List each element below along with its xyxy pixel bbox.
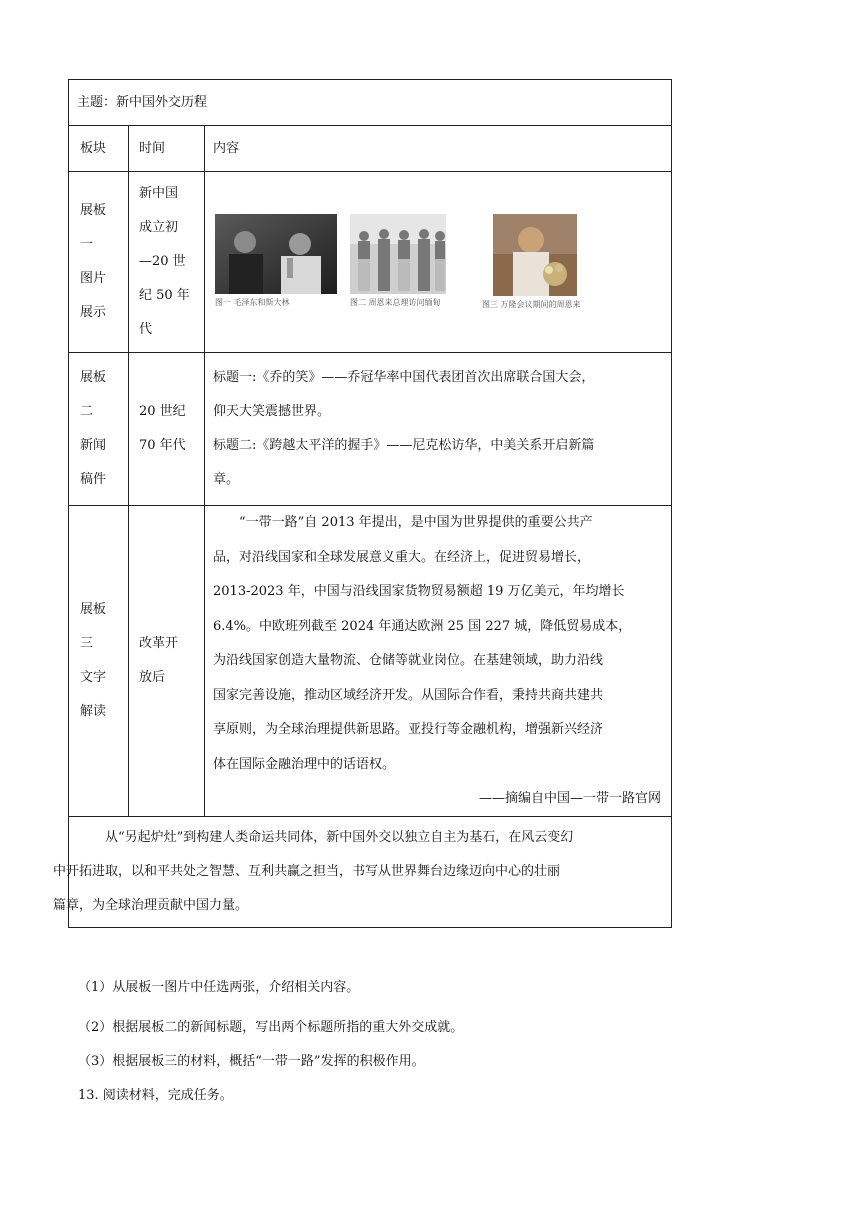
- news-line: 章。: [213, 472, 240, 487]
- question-1: （1）从展板一图片中任选两张，介绍相关内容。: [78, 980, 360, 995]
- photo-mao-stalin-icon: [215, 214, 337, 294]
- photo-zhou-bandung-icon: [493, 214, 577, 296]
- news-line: 标题一:《乔的笑》——乔冠华率中国代表团首次出席联合国大会，: [213, 370, 595, 385]
- header-content: 内容: [205, 126, 672, 172]
- photo-zhou-burma-icon: [350, 214, 446, 294]
- photo-2-caption: 图二 周恩来总理访问缅甸: [350, 298, 441, 307]
- photo-3-caption: 图三 万隆会议期间的周恩来: [482, 300, 581, 309]
- header-board: 板块: [69, 126, 129, 172]
- question-13: 13. 阅读材料，完成任务。: [78, 1088, 233, 1103]
- board1-time: 新中国 成立初 —20 世 纪 50 年 代: [129, 172, 205, 353]
- board2-label: 展板 二 新闻 稿件: [69, 353, 129, 506]
- table-title-cell: [69, 80, 672, 126]
- summary-cell: [53, 817, 672, 928]
- news-line: 标题二:《跨越太平洋的握手》——尼克松访华，中美关系开启新篇: [213, 438, 595, 453]
- photo-2: [350, 214, 472, 308]
- table-title: 主题：新中国外交历程: [77, 94, 208, 110]
- question-2: （2）根据展板二的新闻标题，写出两个标题所指的重大外交成就。: [78, 1020, 464, 1035]
- photo-1-caption: 图一 毛泽东和斯大林: [215, 298, 290, 307]
- photo-1: [215, 214, 348, 308]
- board3-time: 改革开 放后: [129, 506, 205, 817]
- news-line: 仰天大笑震撼世界。: [213, 404, 331, 419]
- photo-3: [482, 214, 612, 310]
- board1-content: [205, 172, 672, 353]
- history-table: [53, 79, 672, 928]
- board3-text: “一带一路”自 2013 年提出，是中国为世界提供的重要公共产 品，对沿线国家和全球发展意义重大。在经济上，促进贸易增长， 2013-2023 年，中国与沿线国家货物贸易额超 19 万亿美元，年均增长 6.4%。中欧班列截至 2024 年通达欧洲 25 国 227 城，降低贸易成本， 为沿线国家创造大量物流、仓储等就业岗位。在基建领域，助力沿线 国家完善设施，推动区域经济开发。从国际合作看，秉持共商共建共 享原则，为全球治理提供新思路。亚投行等金融机构，增强新兴经济 体在国际金融治理中的话语权。: [213, 515, 632, 772]
- summary-text: 从“另起炉灶”到构建人类命运共同体，新中国外交以独立自主为基石，在风云变幻 中开拓进取，以和平共处之智慧、互利共赢之担当，书写从世界舞台边缘迈向中心的壮丽 篇章，为全球治理贡献中国力量。: [53, 830, 574, 913]
- header-time: 时间: [129, 126, 205, 172]
- board2-time: 20 世纪 70 年代: [129, 353, 205, 506]
- board3-label: 展板 三 文字 解读: [69, 506, 129, 817]
- question-3: （3）根据展板三的材料，概括“一带一路”发挥的积极作用。: [78, 1054, 425, 1069]
- board1-label: 展板 一 图片 展示: [69, 172, 129, 353]
- board3-content: [205, 506, 672, 817]
- board2-content: [205, 353, 672, 506]
- board3-source: ——摘编自中国—一带一路官网: [479, 791, 662, 806]
